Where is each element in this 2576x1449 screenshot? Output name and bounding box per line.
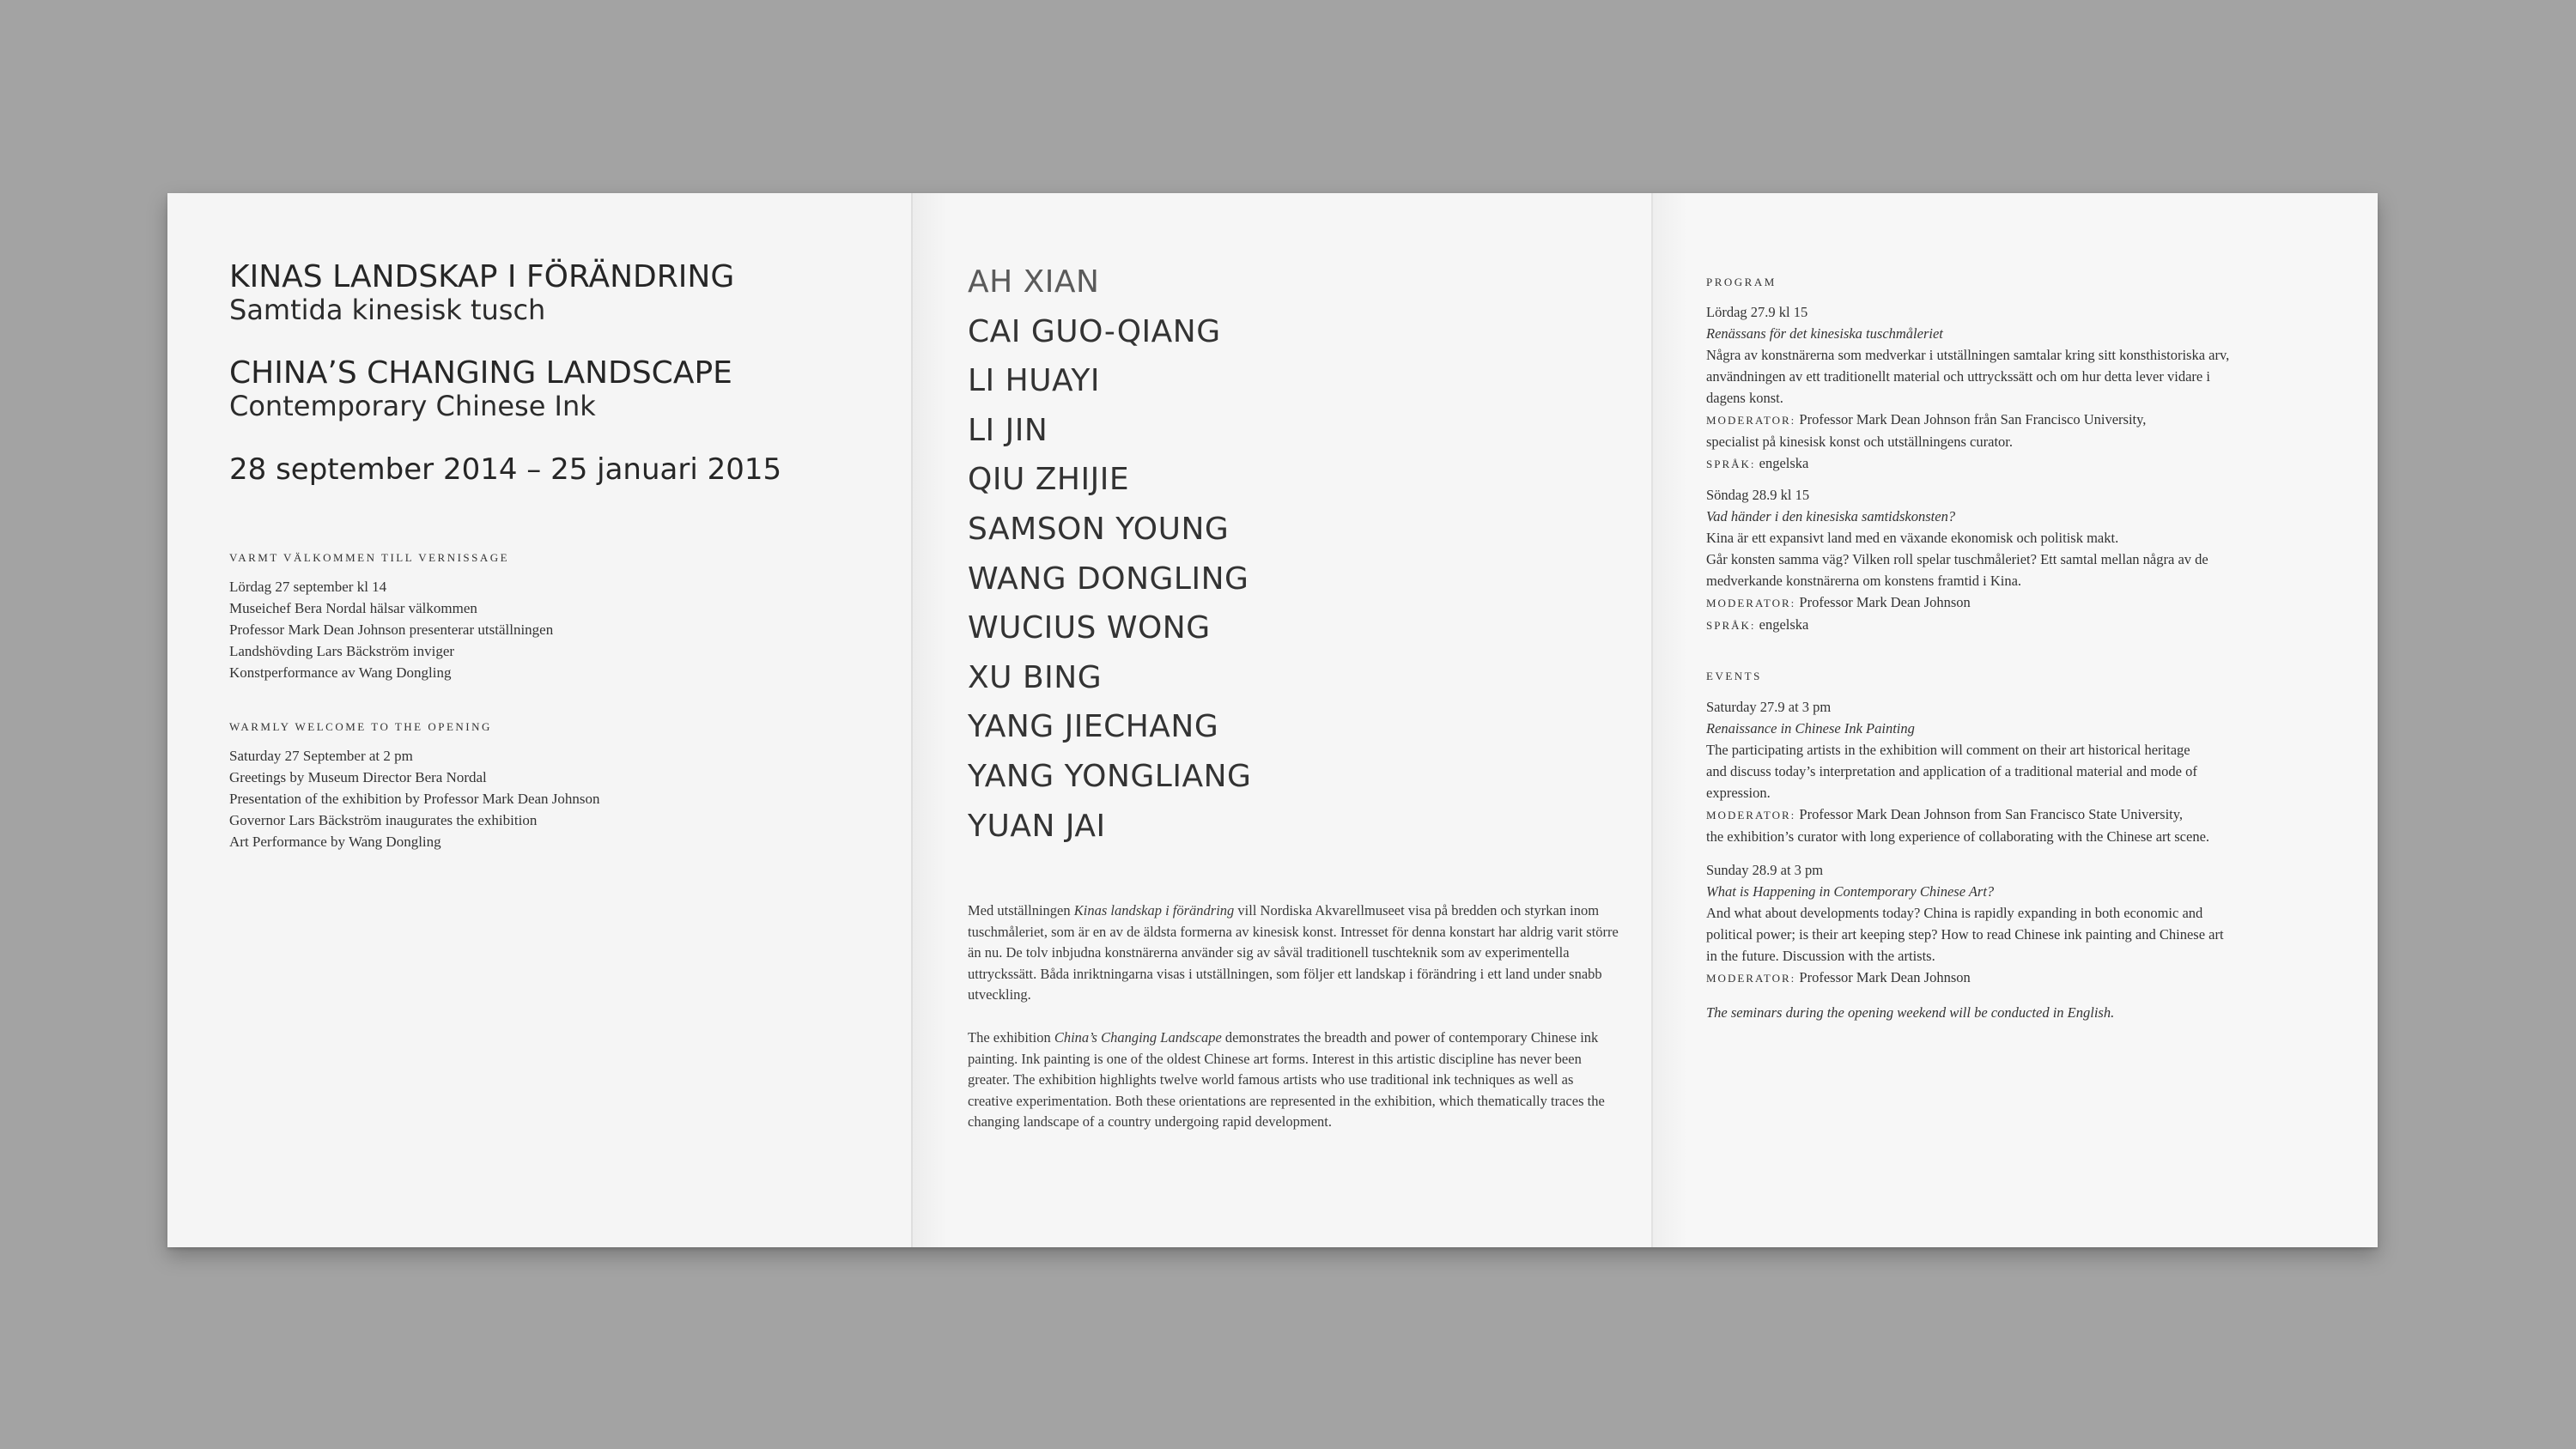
artist-name: WUCIUS WONG — [968, 610, 1211, 646]
intro-text: Med utställningen — [968, 902, 1074, 919]
intro-text: The exhibition — [968, 1029, 1054, 1046]
artist-list — [968, 258, 1251, 851]
artist-name: WANG DONGLING — [968, 561, 1249, 597]
event-date: Saturday 27.9 at 3 pm — [1706, 699, 1832, 715]
left-panel — [167, 193, 913, 1247]
welcome-line: Saturday 27 September at 2 pm — [229, 748, 413, 764]
event-item-saturday — [1706, 696, 2209, 847]
welcome-line: Art Performance by Wang Dongling — [229, 834, 441, 850]
title-english: CHINA’S CHANGING LANDSCAPE — [229, 355, 732, 391]
artist-name: CAI GUO-QIANG — [968, 313, 1221, 349]
intro-paragraph-swedish — [968, 900, 1620, 1006]
program-item-sunday — [1706, 484, 2208, 636]
welcome-line: Landshövding Lars Bäckström inviger — [229, 643, 455, 659]
program-heading: PROGRAM — [1706, 276, 1777, 288]
exhibition-dates: 28 september 2014 – 25 januari 2015 — [229, 452, 782, 487]
artist-name: SAMSON YOUNG — [968, 511, 1230, 547]
artist-name: LI JIN — [968, 412, 1048, 448]
intro-text: demonstrates the breadth and power of contemporary Chinese ink painting. Ink painting is one of the oldest Chinese art forms. Interest in this artistic discipline has never been greater. The exhibition highlights twelve world famous artists who use traditional ink techniques as well as creative experimentation. Both these orientations are represented in the exhibition, which thematically traces the changing landscape of a country undergoing rapid development. — [968, 1029, 1605, 1130]
welcome-list-english — [229, 745, 600, 852]
artist-name: QIU ZHIJIE — [968, 462, 1130, 498]
program-date: Lördag 27.9 kl 15 — [1706, 304, 1808, 320]
language-label: SPRÅK: — [1706, 458, 1756, 470]
program-line: dagens konst. — [1706, 390, 1783, 406]
exhibition-title-italic: China’s Changing Landscape — [1054, 1029, 1222, 1046]
middle-panel — [913, 193, 1651, 1247]
program-line: användningen av ett traditionellt material och uttryckssätt och om hur detta lever vidare i — [1706, 368, 2210, 385]
program-line: Går konsten samma väg? Vilken roll spelar tuschmåleriet? Ett samtal mellan några av de — [1706, 551, 2208, 567]
welcome-heading-swedish: VARMT VÄLKOMMEN TILL VERNISSAGE — [229, 551, 510, 564]
artist-name: YANG YONGLIANG — [968, 758, 1252, 794]
welcome-line: Museichef Bera Nordal hälsar välkommen — [229, 600, 477, 616]
program-title: Vad händer i den kinesiska samtidskonsten? — [1706, 508, 1956, 524]
event-line: political power; is their art keeping step? How to read Chinese ink painting and Chinese art — [1706, 926, 2224, 943]
welcome-line: Greetings by Museum Director Bera Nordal — [229, 769, 487, 785]
right-panel — [1651, 193, 2378, 1247]
program-title: Renässans för det kinesiska tuschmåleriet — [1706, 325, 1943, 342]
event-line: expression. — [1706, 785, 1771, 801]
moderator-name: Professor Mark Dean Johnson från San Francisco University, — [1799, 411, 2147, 427]
artist-name: XU BING — [968, 659, 1103, 695]
moderator-name: Professor Mark Dean Johnson — [1799, 969, 1971, 985]
welcome-line: Governor Lars Bäckström inaugurates the exhibition — [229, 812, 538, 828]
welcome-heading-english: WARMLY WELCOME TO THE OPENING — [229, 720, 492, 733]
program-item-saturday — [1706, 301, 2229, 475]
moderator-label: MODERATOR: — [1706, 414, 1796, 427]
moderator-name: Professor Mark Dean Johnson from San Francisco State University, — [1799, 806, 2184, 822]
event-line: and discuss today’s interpretation and application of a traditional material and mode of — [1706, 763, 2197, 779]
subtitle-english: Contemporary Chinese Ink — [229, 390, 596, 422]
event-title: Renaissance in Chinese Ink Painting — [1706, 720, 1915, 737]
language-value: engelska — [1759, 616, 1809, 633]
intro-paragraph-english — [968, 1028, 1620, 1133]
welcome-line: Presentation of the exhibition by Professor Mark Dean Johnson — [229, 791, 600, 807]
welcome-list-swedish — [229, 576, 553, 683]
language-value: engelska — [1759, 455, 1809, 471]
event-line: And what about developments today? China is rapidly expanding in both economic and — [1706, 905, 2203, 921]
moderator-label: MODERATOR: — [1706, 597, 1796, 609]
event-date: Sunday 28.9 at 3 pm — [1706, 862, 1824, 878]
moderator-detail: specialist på kinesisk konst och utställningens curator. — [1706, 433, 2013, 450]
program-line: Några av konstnärerna som medverkar i utställningen samtalar kring sitt konsthistoriska arv, — [1706, 347, 2230, 363]
moderator-label: MODERATOR: — [1706, 809, 1796, 822]
moderator-label: MODERATOR: — [1706, 972, 1796, 985]
intro-text: vill Nordiska Akvarellmuseet visa på bredden och styrkan inom tuschmåleriet, som är en av de äldsta formerna av kinesisk konst. Intresset för denna konstart har aldrig varit större än nu. De tolv inbjudna konstnärerna använder sig av såväl traditionell tuschteknik som av experimentella uttryckssätt. Båda inriktningarna visas i utställningen, som följer ett landskap i förändring i ett land under snabb utveckling. — [968, 902, 1619, 1003]
language-note: The seminars during the opening weekend will be conducted in English. — [1706, 1004, 2115, 1021]
brochure — [167, 193, 2378, 1247]
title-swedish: KINAS LANDSKAP I FÖRÄNDRING — [229, 259, 735, 294]
moderator-detail: the exhibition’s curator with long experience of collaborating with the Chinese art scene. — [1706, 828, 2210, 845]
event-line: in the future. Discussion with the artists. — [1706, 948, 1935, 964]
welcome-line: Professor Mark Dean Johnson presenterar utställningen — [229, 621, 554, 638]
exhibition-title-italic: Kinas landskap i förändring — [1073, 902, 1235, 919]
moderator-name: Professor Mark Dean Johnson — [1799, 594, 1971, 610]
artist-name: YANG JIECHANG — [968, 709, 1219, 745]
program-date: Söndag 28.9 kl 15 — [1706, 487, 1810, 503]
event-line: The participating artists in the exhibition will comment on their art historical heritage — [1706, 742, 2190, 758]
events-heading: EVENTS — [1706, 670, 1762, 682]
welcome-line: Lördag 27 september kl 14 — [229, 579, 387, 595]
event-title: What is Happening in Contemporary Chinese Art? — [1706, 883, 1995, 900]
subtitle-swedish: Samtida kinesisk tusch — [229, 294, 546, 326]
language-label: SPRÅK: — [1706, 619, 1756, 632]
program-line: Kina är ett expansivt land med en växande ekonomisk och politisk makt. — [1706, 530, 2119, 546]
artist-name: AH XIAN — [968, 264, 1100, 300]
welcome-line: Konstperformance av Wang Dongling — [229, 664, 452, 681]
artist-name: YUAN JAI — [968, 808, 1106, 844]
program-line: medverkande konstnärerna om konstens framtid i Kina. — [1706, 573, 2022, 589]
event-item-sunday — [1706, 859, 2224, 989]
artist-name: LI HUAYI — [968, 363, 1100, 399]
